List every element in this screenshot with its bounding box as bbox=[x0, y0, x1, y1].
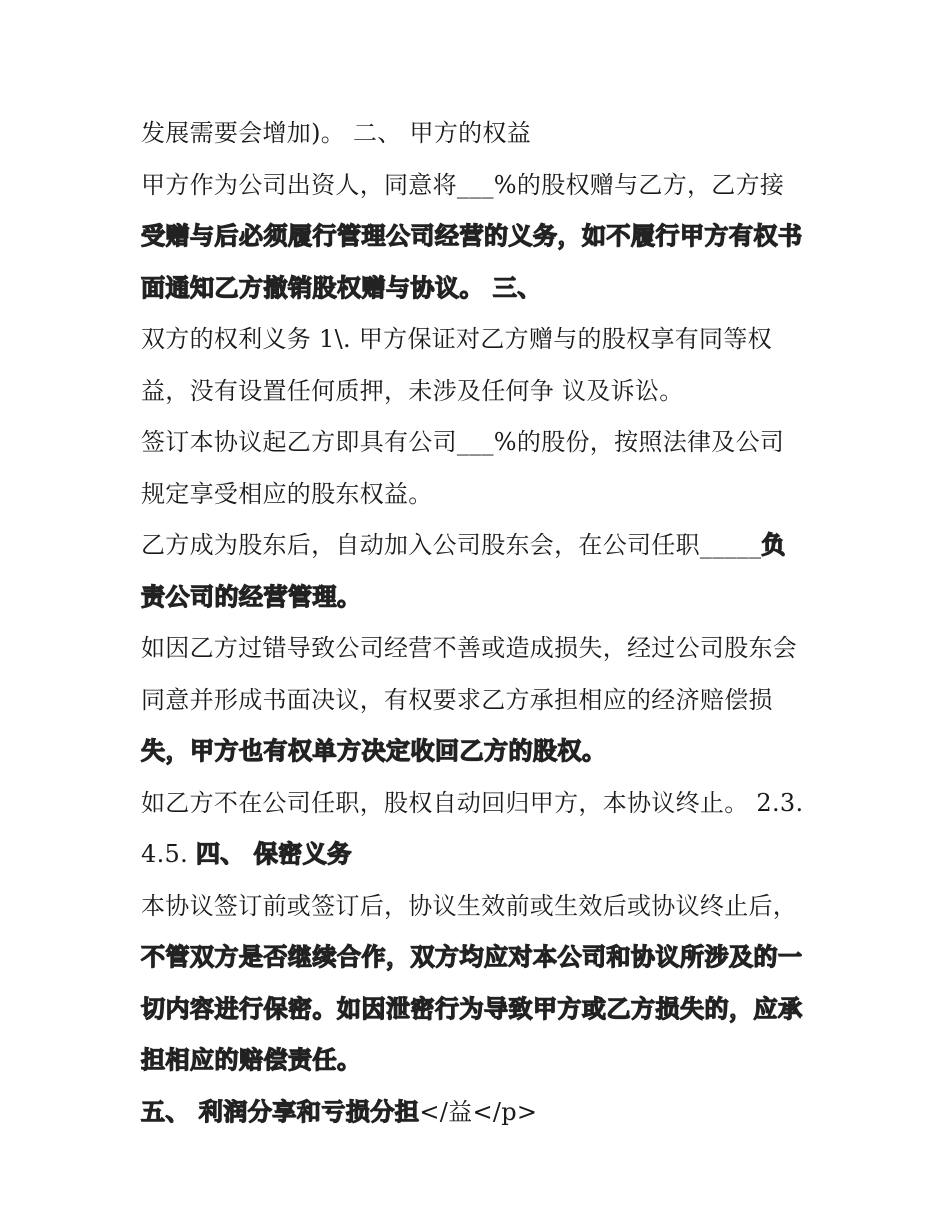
text-line bbox=[141, 1087, 821, 1139]
text-line bbox=[141, 881, 821, 933]
text-line bbox=[141, 778, 821, 830]
text-segment: 如乙方不在公司任职，股权自动回归甲方，本协议终止。 2.3. bbox=[141, 788, 804, 817]
text-segment: 如因乙方过错导致公司经营不善或造成损失，经过公司股东会 bbox=[141, 634, 798, 662]
text-segment: 同意并形成书面决议，有权要求乙方承担相应的经济赔偿损 bbox=[141, 685, 773, 714]
text-line bbox=[141, 520, 821, 572]
text-segment: 失，甲方也有权单方决定收回乙方的股权。 bbox=[141, 737, 607, 765]
text-line bbox=[141, 469, 821, 521]
text-segment: 四、 保密义务 bbox=[195, 840, 352, 868]
text-line bbox=[141, 572, 821, 624]
text-segment: 益，没有设置任何质押，未涉及任何争 议及诉讼。 bbox=[141, 376, 684, 405]
text-segment: 五、 利润分享和亏损分担 bbox=[141, 1097, 420, 1126]
text-line bbox=[141, 623, 821, 675]
text-segment: 担相应的赔偿责任。 bbox=[141, 1046, 362, 1074]
text-line bbox=[141, 417, 821, 469]
text-segment: 负 bbox=[761, 531, 786, 559]
text-line bbox=[141, 726, 821, 778]
text-line bbox=[141, 108, 821, 160]
text-segment: 面通知乙方撤销股权赠与协议。 三、 bbox=[141, 273, 542, 302]
text-line bbox=[141, 314, 821, 366]
text-line bbox=[141, 263, 821, 315]
text-segment: 发展需要会增加)。 二、 甲方的权益 bbox=[141, 119, 532, 147]
text-line bbox=[141, 829, 821, 881]
text-line bbox=[141, 984, 821, 1036]
text-line bbox=[141, 366, 821, 418]
text-line bbox=[141, 1035, 821, 1087]
text-line bbox=[141, 211, 821, 263]
text-segment: </益</p> bbox=[419, 1097, 538, 1126]
text-segment: 受赠与后必须履行管理公司经营的义务，如不履行甲方有权书 bbox=[141, 222, 803, 250]
text-segment: 4.5. bbox=[141, 840, 196, 868]
text-line bbox=[141, 160, 821, 212]
text-line bbox=[141, 675, 821, 727]
text-segment: 双方的权利义务 1\. 甲方保证对乙方赠与的股权享有同等权 bbox=[141, 325, 772, 353]
text-segment: 规定享受相应的股东权益。 bbox=[141, 479, 433, 508]
text-segment: 责公司的经营管理。 bbox=[141, 582, 362, 611]
text-line bbox=[141, 932, 821, 984]
text-segment: 切内容进行保密。如因泄密行为导致甲方或乙方损失的，应承 bbox=[141, 994, 803, 1023]
document-body bbox=[141, 108, 821, 1138]
text-segment: 签订本协议起乙方即具有公司___%的股份，按照法律及公司 bbox=[141, 428, 785, 456]
text-segment: 乙方成为股东后，自动加入公司股东会，在公司任职_____ bbox=[141, 531, 762, 559]
text-segment: 本协议签订前或签订后，协议生效前或生效后或协议终止后， bbox=[141, 891, 798, 920]
text-segment: 不管双方是否继续合作，双方均应对本公司和协议所涉及的一 bbox=[141, 943, 803, 971]
text-segment: 甲方作为公司出资人，同意将___%的股权赠与乙方，乙方接 bbox=[141, 170, 785, 199]
